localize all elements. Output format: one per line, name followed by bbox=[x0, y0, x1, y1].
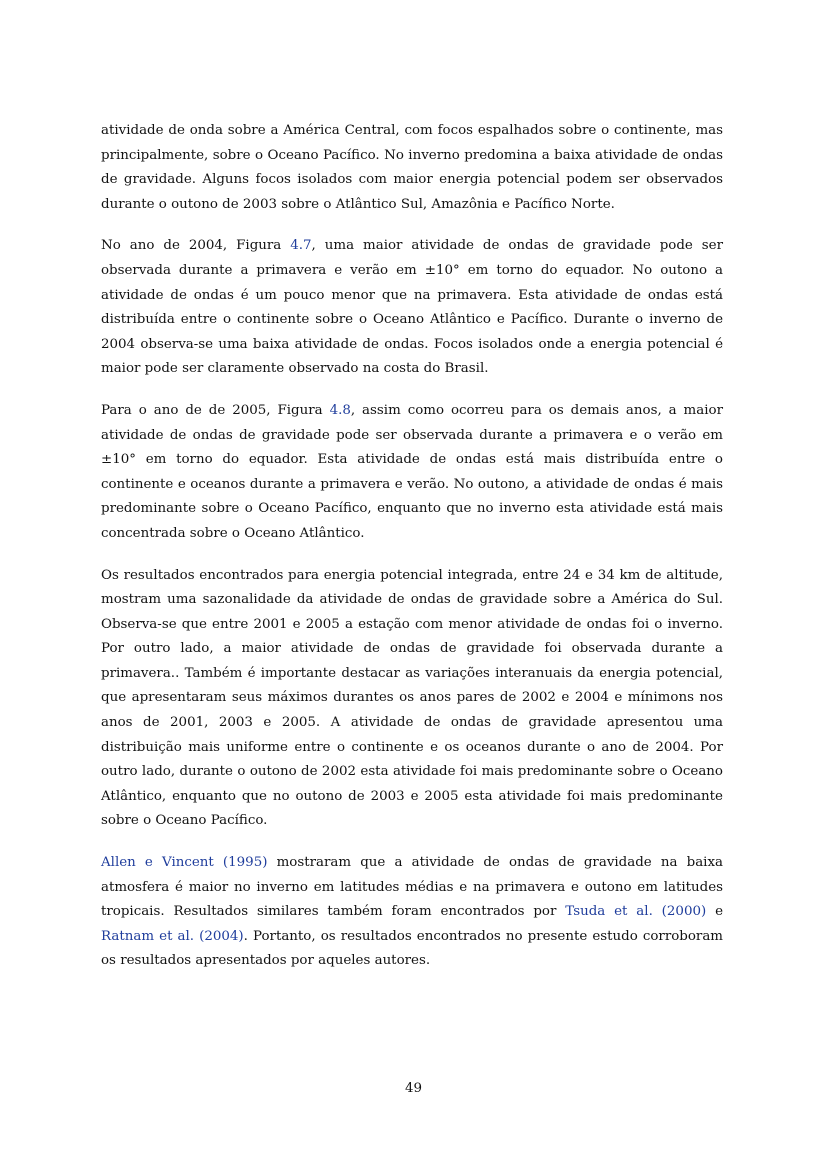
paragraph-3-text-start: Para o ano de de 2005, Figura bbox=[101, 402, 330, 418]
paragraph-3 bbox=[101, 399, 723, 547]
paragraph-5 bbox=[101, 851, 723, 974]
paragraph-5-text-b: e bbox=[706, 904, 724, 920]
page-number: 49 bbox=[404, 1081, 423, 1096]
paragraph-3-text-end: , assim como ocorreu para os demais anos, a maior atividade de ondas de gravidade pode ser observada durante a primavera e o verão em ±10° em torno do equador. Esta atividade de ondas está mais distribuída entre o continente e oceanos durante a primavera e verão. No outono, a atividade de ondas é mais predominante sobre o Oceano Pacífico, enquanto que no inverno esta atividade está mais concentrada sobre o Oceano Atlântico. bbox=[101, 402, 723, 541]
paragraph-5-text-c: . Portanto, os resultados encontrados no presente estudo corroboram os resultados apresentados por aqueles autores. bbox=[101, 928, 723, 969]
paragraph-2-text-start: No ano de 2004, Figura bbox=[101, 238, 291, 254]
paragraph-2 bbox=[101, 234, 723, 382]
paragraph-4 bbox=[101, 564, 723, 835]
figure-ref-4-8[interactable]: 4.8 bbox=[329, 402, 351, 418]
document-body bbox=[101, 119, 723, 991]
paragraph-1 bbox=[101, 119, 723, 217]
paragraph-5-text-a: mostraram que a atividade de ondas de gravidade na baixa atmosfera é maior no inverno em latitudes médias e na primavera e outono em latitudes tropicais. Resultados similares também foram encontrados por bbox=[101, 855, 723, 920]
figure-ref-4-7[interactable]: 4.7 bbox=[290, 238, 312, 254]
citation-ratnam[interactable]: Ratnam et al. (2004) bbox=[101, 928, 244, 944]
paragraph-1-text: atividade de onda sobre a América Central, com focos espalhados sobre o continente, mas principalmente, sobre o Oceano Pacífico. No inverno predomina a baixa atividade de ondas de gravidade. Alguns focos isolados com maior energia potencial podem ser observados durante o outono de 2003 sobre o Atlântico Sul, Amazônia e Pacífico Norte. bbox=[101, 123, 723, 212]
paragraph-4-text: Os resultados encontrados para energia potencial integrada, entre 24 e 34 km de altitude, mostram uma sazonalidade da atividade de ondas de gravidade sobre a América do Sul. Observa-se que entre 2001 e 2005 a estação com menor atividade de ondas foi o inverno. Por outro lado, a maior atividade de ondas de gravidade foi observada durante a primavera.. Também é importante destacar as variações interanuais da energia potencial, que apresentaram seus máximos durantes os anos pares de 2002 e 2004 e mínimons nos anos de 2001, 2003 e 2005. A atividade de ondas de gravidade apresentou uma distribuição mais uniforme entre o continente e os oceanos durante o ano de 2004. Por outro lado, durante o outono de 2002 esta atividade foi mais predominante sobre o Oceano Atlântico, enquanto que no outono de 2003 e 2005 esta atividade foi mais predominante sobre o Oceano Pacífico. bbox=[101, 567, 723, 829]
citation-tsuda[interactable]: Tsuda et al. (2000) bbox=[565, 904, 707, 920]
paragraph-2-text-end: , uma maior atividade de ondas de gravidade pode ser observada durante a primavera e verão em ±10° em torno do equador. No outono a atividade de ondas é um pouco menor que na primavera. Esta atividade de ondas está distribuída entre o continente sobre o Oceano Atlântico e Pacífico. Durante o inverno de 2004 observa-se uma baixa atividade de ondas. Focos isolados onde a energia potencial é maior pode ser claramente observado na costa do Brasil. bbox=[101, 238, 723, 377]
citation-allen-vincent[interactable]: Allen e Vincent (1995) bbox=[101, 855, 268, 871]
